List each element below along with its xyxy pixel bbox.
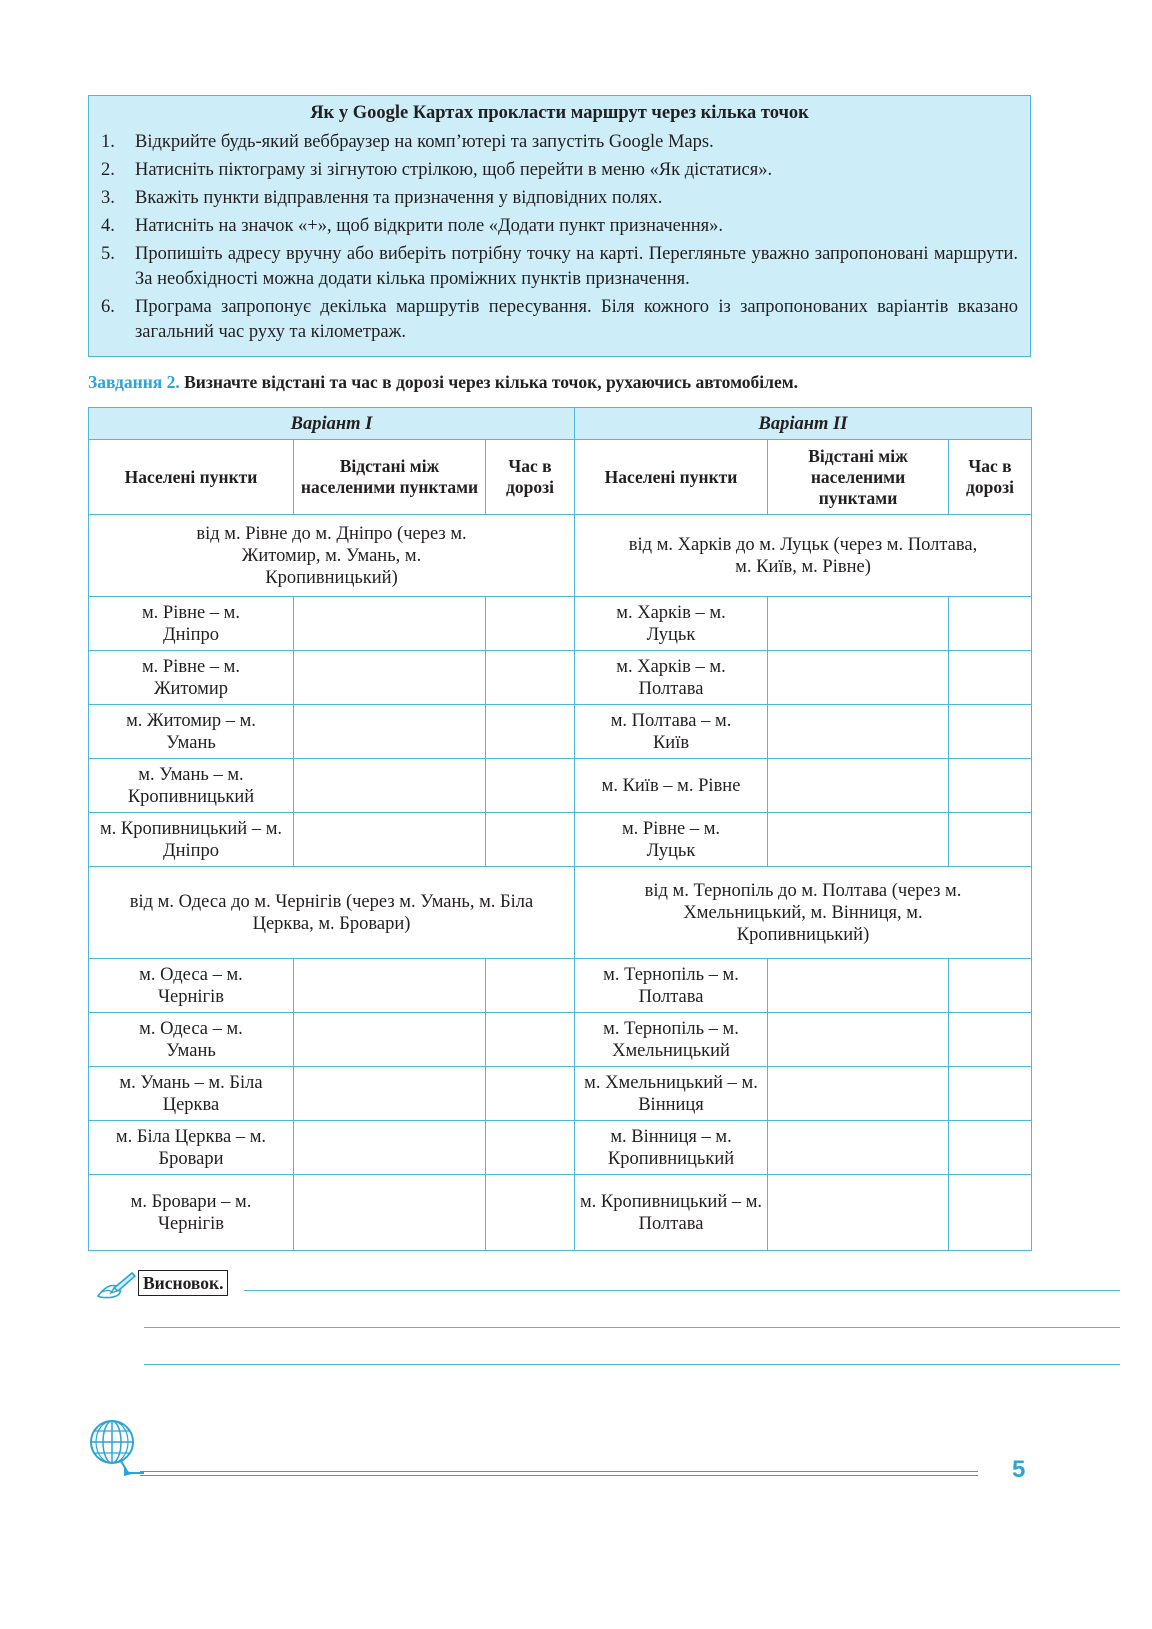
segment-text: м. Вінниця – м. Кропивницький [607, 1126, 735, 1169]
segment-cell [575, 1175, 768, 1251]
route-cell [89, 867, 575, 959]
steps-list [101, 130, 1018, 345]
segment-text: м. Харків – м. Полтава [616, 656, 726, 699]
variant-2-header: Варіант II [575, 408, 1032, 440]
step-number: 2. [101, 160, 115, 180]
step-text: Натисніть піктограму зі зігнутою стрілкою, щоб перейти в меню «Як дістатися». [135, 160, 773, 180]
segment-cell [575, 597, 768, 651]
distance-input-cell[interactable] [294, 705, 486, 759]
time-input-cell[interactable] [949, 813, 1032, 867]
route-text: від м. Тернопіль до м. Полтава (через м. Хмельницький, м. Вінниця, м. Кропивницький) [644, 880, 962, 945]
time-input-cell[interactable] [949, 759, 1032, 813]
info-box [88, 95, 1031, 357]
page-number: 5 [1012, 1456, 1026, 1483]
footer-line [140, 1471, 978, 1476]
step-item [101, 186, 1018, 211]
time-input-cell[interactable] [486, 959, 575, 1013]
distance-input-cell[interactable] [294, 1121, 486, 1175]
time-input-cell[interactable] [949, 1067, 1032, 1121]
segment-text: м. Умань – м. Біла Церква [119, 1072, 263, 1115]
writing-line[interactable] [244, 1290, 1120, 1291]
segment-text: м. Хмельницький – м. Вінниця [584, 1072, 758, 1115]
segment-text: м. Одеса – м. Умань [139, 1018, 243, 1061]
step-text: Вкажіть пункти відправлення та призначення у відповідних полях. [135, 188, 663, 208]
segment-text: м. Рівне – м. Житомир [141, 656, 241, 699]
distance-input-cell[interactable] [768, 1013, 949, 1067]
time-input-cell[interactable] [949, 1121, 1032, 1175]
time-input-cell[interactable] [949, 651, 1032, 705]
time-input-cell[interactable] [486, 705, 575, 759]
route-text: від м. Рівне до м. Дніпро (через м. Житомир, м. Умань, м. Кропивницький) [196, 523, 467, 588]
segment-cell [89, 705, 294, 759]
segment-text: м. Житомир – м. Умань [126, 710, 256, 753]
time-input-cell[interactable] [486, 1067, 575, 1121]
distance-input-cell[interactable] [294, 813, 486, 867]
step-item [101, 158, 1018, 183]
step-number: 3. [101, 188, 115, 208]
distance-input-cell[interactable] [768, 705, 949, 759]
segment-text: м. Полтава – м. Київ [610, 710, 732, 753]
routes-table [88, 407, 1032, 1251]
segment-cell [89, 959, 294, 1013]
task-text: Визначте відстані та час в дорозі через кілька точок, рухаючись автомобілем. [184, 372, 799, 392]
col-settlements: Населені пункти [89, 440, 294, 515]
step-text: Відкрийте будь-який веббраузер на комп’ютері та запустіть Google Maps. [135, 132, 714, 152]
segment-cell [575, 1067, 768, 1121]
time-input-cell[interactable] [486, 1175, 575, 1251]
segment-cell [575, 1121, 768, 1175]
step-number: 4. [101, 216, 115, 236]
distance-input-cell[interactable] [768, 759, 949, 813]
distance-input-cell[interactable] [768, 597, 949, 651]
segment-text: м. Умань – м. Кропивницький [127, 764, 255, 807]
route-cell [89, 515, 575, 597]
col-time: Час в дорозі [486, 440, 575, 515]
segment-cell [89, 813, 294, 867]
task-label: Завдання 2. [88, 372, 180, 392]
segment-cell [89, 759, 294, 813]
step-item [101, 214, 1018, 239]
segment-cell [575, 813, 768, 867]
step-item [101, 295, 1018, 345]
segment-text: м. Одеса – м. Чернігів [139, 964, 243, 1007]
distance-input-cell[interactable] [294, 759, 486, 813]
segment-text: м. Київ – м. Рівне [601, 775, 741, 796]
writing-line[interactable] [144, 1364, 1120, 1365]
pen-hand-icon [96, 1270, 136, 1305]
time-input-cell[interactable] [949, 597, 1032, 651]
route-text: від м. Харків до м. Луцьк (через м. Полтава, м. Київ, м. Рівне) [628, 534, 978, 577]
distance-input-cell[interactable] [768, 813, 949, 867]
segment-cell [89, 1067, 294, 1121]
segment-text: м. Кропивницький – м. Дніпро [99, 818, 283, 861]
time-input-cell[interactable] [949, 959, 1032, 1013]
conclusion-block [96, 1270, 1036, 1370]
col-distance: Відстані між населеними пунктами [768, 440, 949, 515]
time-input-cell[interactable] [486, 651, 575, 705]
segment-text: м. Рівне – м. Дніпро [141, 602, 241, 645]
conclusion-label: Висновок. [138, 1270, 228, 1296]
distance-input-cell[interactable] [294, 959, 486, 1013]
time-input-cell[interactable] [949, 1013, 1032, 1067]
distance-input-cell[interactable] [768, 1175, 949, 1251]
distance-input-cell[interactable] [294, 651, 486, 705]
task-heading [88, 372, 798, 393]
segment-cell [89, 651, 294, 705]
step-number: 6. [101, 297, 115, 317]
distance-input-cell[interactable] [768, 1067, 949, 1121]
segment-text: м. Рівне – м. Луцьк [621, 818, 721, 861]
distance-input-cell[interactable] [294, 1067, 486, 1121]
route-text: від м. Одеса до м. Чернігів (через м. Умань, м. Біла Церква, м. Бровари) [129, 891, 534, 934]
segment-cell [89, 1121, 294, 1175]
distance-input-cell[interactable] [768, 651, 949, 705]
segment-cell [575, 1013, 768, 1067]
distance-input-cell[interactable] [294, 1013, 486, 1067]
step-number: 5. [101, 244, 115, 264]
segment-cell [89, 1013, 294, 1067]
time-input-cell[interactable] [486, 1013, 575, 1067]
route-cell [575, 515, 1032, 597]
segment-text: м. Кропивницький – м. Полтава [579, 1191, 763, 1234]
distance-input-cell[interactable] [768, 959, 949, 1013]
globe-icon [88, 1418, 146, 1485]
step-item [101, 130, 1018, 155]
segment-cell [575, 759, 768, 813]
step-item [101, 242, 1018, 292]
step-text: Пропишіть адресу вручну або виберіть потрібну точку на карті. Перегляньте уважно запропоновані маршрути. За необхідності можна додати кілька проміжних пунктів призначення. [135, 244, 1018, 289]
time-input-cell[interactable] [949, 1175, 1032, 1251]
segment-cell [89, 1175, 294, 1251]
variant-1-header: Варіант I [89, 408, 575, 440]
time-input-cell[interactable] [486, 813, 575, 867]
step-number: 1. [101, 132, 115, 152]
step-text: Програма запропонує декілька маршрутів пересування. Біля кожного із запропонованих варіантів вказано загальний час руху та кілометраж. [135, 297, 1018, 342]
distance-input-cell[interactable] [294, 1175, 486, 1251]
info-box-title: Як у Google Картах прокласти маршрут через кілька точок [310, 103, 809, 123]
segment-text: м. Харків – м. Луцьк [616, 602, 726, 645]
col-time: Час в дорозі [949, 440, 1032, 515]
time-input-cell[interactable] [486, 1121, 575, 1175]
segment-cell [575, 705, 768, 759]
time-input-cell[interactable] [486, 597, 575, 651]
segment-text: м. Тернопіль – м. Хмельницький [603, 1018, 739, 1061]
distance-input-cell[interactable] [294, 597, 486, 651]
segment-text: м. Тернопіль – м. Полтава [603, 964, 739, 1007]
col-distance: Відстані між населеними пунктами [294, 440, 486, 515]
segment-cell [89, 597, 294, 651]
segment-text: м. Біла Церква – м. Бровари [115, 1126, 267, 1169]
segment-text: м. Бровари – м. Чернігів [130, 1191, 252, 1234]
distance-input-cell[interactable] [768, 1121, 949, 1175]
time-input-cell[interactable] [486, 759, 575, 813]
col-settlements: Населені пункти [575, 440, 768, 515]
writing-line[interactable] [144, 1327, 1120, 1328]
segment-cell [575, 959, 768, 1013]
segment-cell [575, 651, 768, 705]
route-cell [575, 867, 1032, 959]
step-text: Натисніть на значок «+», щоб відкрити поле «Додати пункт призначення». [135, 216, 724, 236]
time-input-cell[interactable] [949, 705, 1032, 759]
